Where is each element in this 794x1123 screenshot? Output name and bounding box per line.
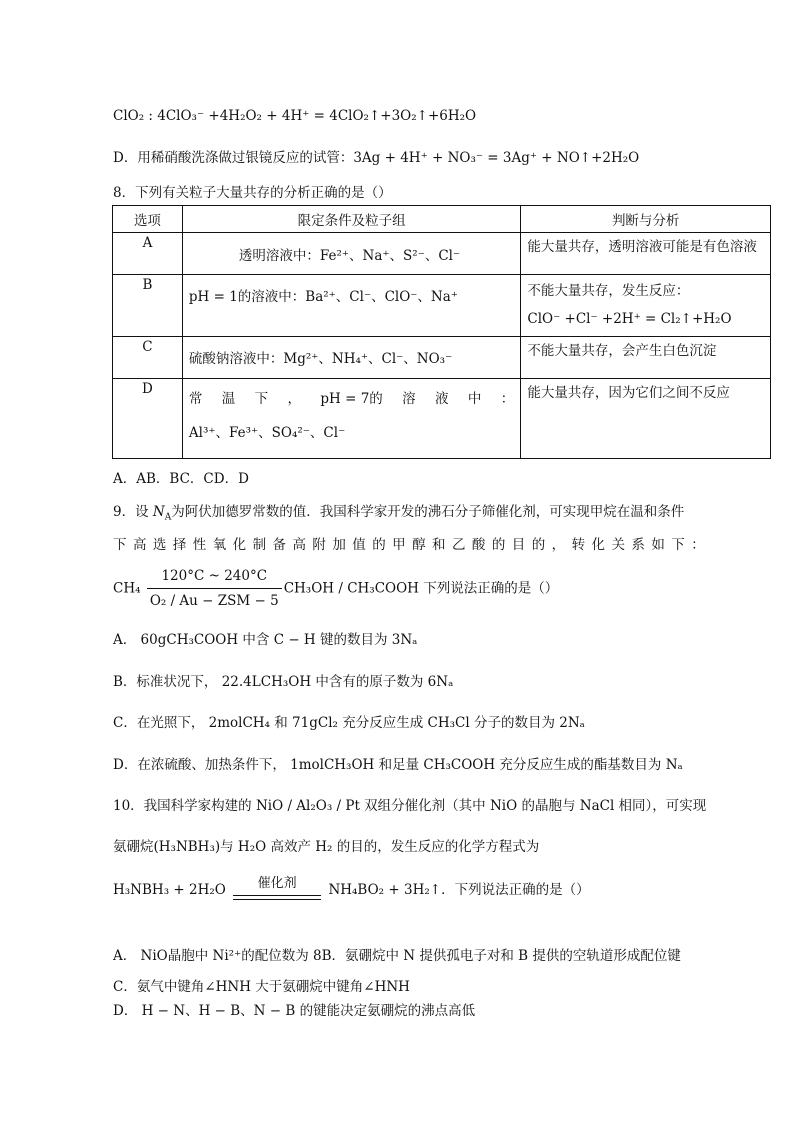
question-10-option-c: C．氨气中键角∠HNH 大于氨硼烷中键角∠HNH bbox=[113, 979, 410, 995]
word: 的 bbox=[372, 537, 386, 553]
row-c-judgement: 不能大量共存，会产生白色沉淀 bbox=[521, 337, 771, 379]
question-8-choices: A．AB．BC．CD．D bbox=[113, 471, 249, 487]
equation-arrow bbox=[233, 874, 321, 900]
word: 和 bbox=[432, 537, 446, 553]
option-d-equation: 3Ag + 4H⁺ + NO₃⁻ = 3Ag⁺ + NO↑+2H₂O bbox=[353, 150, 640, 166]
table-row bbox=[113, 233, 771, 275]
row-b-judgement: 不能大量共存，发生反应： bbox=[527, 283, 690, 299]
word: ： bbox=[691, 537, 705, 553]
word: 附 bbox=[312, 537, 326, 553]
header-condition: 限定条件及粒子组 bbox=[182, 206, 521, 233]
equation-bars bbox=[233, 895, 321, 900]
word: 化 bbox=[591, 537, 605, 553]
word: 化 bbox=[232, 537, 247, 553]
row-a-option: A bbox=[113, 233, 183, 275]
word: 甲 bbox=[392, 537, 406, 553]
question-9-option-a: A． 60gCH₃COOH 中含 C − H 键的数目为 3Nₐ bbox=[113, 632, 418, 648]
equation-catalyst: 催化剂 bbox=[257, 876, 297, 891]
equation-question: ．下列说法正确的是（） bbox=[441, 882, 590, 898]
question-9-line1: 9．设 $N_A$为阿伏加德罗常数的值．我国科学家开发的沸石分子筛催化剂，可实现甲烷在温和条件 bbox=[113, 504, 685, 523]
word: 温 bbox=[221, 391, 236, 407]
word: 中 bbox=[467, 391, 482, 407]
row-b-option: B bbox=[113, 275, 183, 337]
word: 转 bbox=[571, 537, 586, 553]
word: 制 bbox=[252, 537, 267, 553]
word: ， bbox=[551, 537, 566, 553]
row-d-option: D bbox=[113, 379, 183, 459]
row-b-condition: pH = 1的溶液中：Ba²⁺、Cl⁻、ClO⁻、Na⁺ bbox=[188, 289, 458, 305]
word: ： bbox=[500, 391, 515, 407]
option-d-prefix: D．用稀硝酸洗涤做过银镜反应的试管： bbox=[113, 150, 354, 166]
word: 值 bbox=[352, 537, 366, 553]
row-a-judgement: 能大量共存，透明溶液可能是有色溶液 bbox=[521, 233, 771, 275]
question-10-option-ab: A． NiO晶胞中 Ni²⁺的配位数为 8B．氨硼烷中 N 提供孤电子对和 B 提供的空轨道形成配位键 bbox=[113, 948, 681, 964]
question-9-reaction bbox=[113, 566, 558, 611]
question-10-equation bbox=[113, 874, 590, 900]
reaction-question: 下列说法正确的是（） bbox=[423, 580, 559, 597]
reaction-conditions bbox=[147, 566, 282, 611]
question-8-table bbox=[112, 205, 771, 459]
question-9-option-d: D．在浓硫酸、加热条件下， 1molCH₃OH 和足量 CH₃COOH 充分反应生成的酯基数目为 Nₐ bbox=[113, 757, 683, 773]
row-d-condition-line1 bbox=[189, 381, 515, 413]
row-b-judgement-equation: ClO⁻ +Cl⁻ +2H⁺ = Cl₂↑+H₂O bbox=[527, 311, 732, 327]
equation-products: NH₄BO₂ + 3H₂↑ bbox=[328, 882, 442, 898]
word: 高 bbox=[292, 537, 306, 553]
question-10-line1: 10．我国科学家构建的 NiO / Al₂O₃ / Pt 双组分催化剂（其中 NiO 的晶胞与 NaCl 相同），可实现 bbox=[113, 798, 707, 814]
reaction-catalyst: O₂ / Au − ZSM − 5 bbox=[149, 593, 279, 609]
word: 系 bbox=[631, 537, 645, 553]
word: 下 bbox=[254, 391, 269, 407]
table-row bbox=[113, 275, 771, 337]
header-judgement: 判断与分析 bbox=[521, 206, 771, 233]
word: 的 bbox=[531, 537, 546, 553]
row-d-condition-line2: Al³⁺、Fe³⁺、SO₄²⁻、Cl⁻ bbox=[188, 425, 346, 441]
question-9-option-c: C．在光照下， 2molCH₄ 和 71gCl₂ 充分反应生成 CH₃Cl 分子的数目为 2Nₐ bbox=[113, 715, 585, 731]
word: 下 bbox=[671, 537, 685, 553]
question-8-stem: 8．下列有关粒子大量共存的分析正确的是（） bbox=[113, 185, 392, 201]
table-row bbox=[113, 337, 771, 379]
row-c-condition: 硫酸钠溶液中：Mg²⁺、NH₄⁺、Cl⁻、NO₃⁻ bbox=[188, 351, 453, 367]
word: 选 bbox=[152, 537, 167, 553]
row-d-judgement: 能大量共存，因为它们之间不反应 bbox=[521, 379, 771, 459]
word: 液 bbox=[435, 391, 449, 407]
word: 如 bbox=[651, 537, 665, 553]
header-option: 选项 bbox=[113, 206, 183, 233]
word: 加 bbox=[332, 537, 346, 553]
option-d-silver-mirror bbox=[113, 148, 639, 168]
word: 择 bbox=[172, 537, 187, 553]
equation-reactants: H₃NBH₃ + 2H₂O bbox=[113, 882, 226, 898]
word: 的 bbox=[491, 537, 506, 553]
word: 醇 bbox=[412, 537, 426, 553]
word: 高 bbox=[132, 537, 147, 553]
table-header-row bbox=[113, 206, 771, 233]
word: 氧 bbox=[212, 537, 227, 553]
row-a-condition: 透明溶液中：Fe²⁺、Na⁺、S²⁻、Cl⁻ bbox=[238, 247, 461, 264]
word: 乙 bbox=[451, 537, 466, 553]
question-9-option-b: B．标准状况下， 22.4LCH₃OH 中含有的原子数为 6Nₐ bbox=[113, 674, 454, 690]
reaction-reactant: CH₄ bbox=[113, 580, 141, 597]
word: 性 bbox=[192, 537, 207, 553]
word: 常 bbox=[188, 391, 203, 407]
word: ， bbox=[287, 391, 302, 407]
word: 目 bbox=[511, 537, 526, 553]
question-9-line2 bbox=[113, 535, 705, 555]
question-10-option-d: D． H − N、H − B、N − B 的键能决定氨硼烷的沸点高低 bbox=[113, 1003, 476, 1019]
word: 下 bbox=[113, 537, 127, 553]
word: 酸 bbox=[471, 537, 486, 553]
table-row bbox=[113, 379, 771, 459]
reaction-temperature: 120°C ~ 240°C bbox=[147, 566, 282, 589]
clo2-equation: ClO₂ : 4ClO₃⁻ +4H₂O₂ + 4H⁺ = 4ClO₂↑+3O₂↑+6H₂O bbox=[113, 108, 477, 124]
row-c-option: C bbox=[113, 337, 183, 379]
word: 溶 bbox=[402, 391, 416, 407]
q9-line1-rest: 为阿伏加德罗常数的值．我国科学家开发的沸石分子筛催化剂，可实现甲烷在温和条件 bbox=[171, 504, 685, 520]
word: 备 bbox=[272, 537, 286, 553]
word: pH = 7的 bbox=[320, 391, 383, 407]
q9-prefix: 9．设 bbox=[113, 504, 153, 520]
question-10-line2: 氨硼烷(H₃NBH₃)与 H₂O 高效产 H₂ 的目的，发生反应的化学方程式为 bbox=[113, 839, 540, 855]
reaction-products: CH₃OH / CH₃COOH bbox=[283, 580, 419, 597]
word: 关 bbox=[611, 537, 625, 553]
